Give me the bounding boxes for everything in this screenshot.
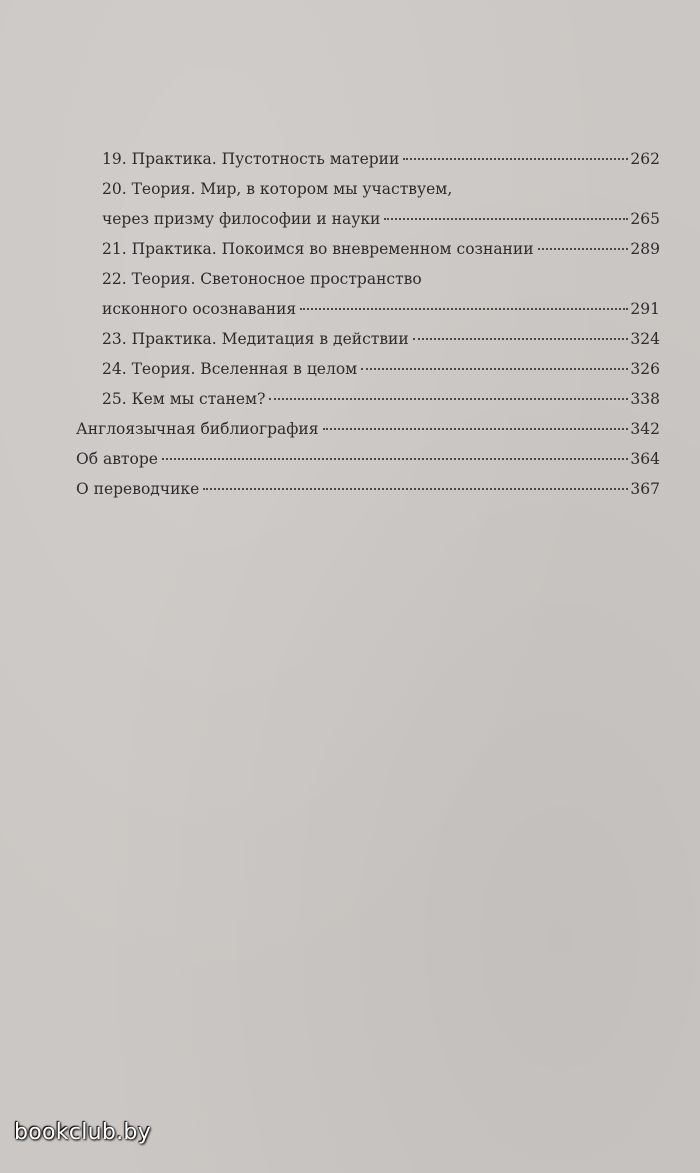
toc-entry-24 xyxy=(76,354,660,384)
toc-entry-19 xyxy=(76,144,660,174)
toc-entry-title: 23. Практика. Медитация в действии xyxy=(102,330,409,348)
toc-entry-page: 324 xyxy=(630,330,660,348)
watermark: bookclub.by xyxy=(14,1120,152,1145)
dot-leader xyxy=(269,398,628,400)
toc-entry-22-line1 xyxy=(76,264,660,294)
toc-entry-title: 21. Практика. Покоимся во вневременном сознании xyxy=(102,240,534,258)
toc-entry-title: 25. Кем мы станем? xyxy=(102,390,266,408)
toc-entry-about-translator xyxy=(76,474,660,504)
toc-entry-23 xyxy=(76,324,660,354)
toc-entry-page: 342 xyxy=(630,420,660,438)
dot-leader xyxy=(384,218,628,220)
toc-entry-page: 262 xyxy=(630,150,660,168)
toc-entry-title: Об авторе xyxy=(76,450,158,468)
toc-entry-title: через призму философии и науки xyxy=(102,210,381,228)
table-of-contents xyxy=(76,144,660,504)
toc-entry-page: 367 xyxy=(630,480,660,498)
toc-entry-title: О переводчике xyxy=(76,480,200,498)
dot-leader xyxy=(361,368,628,370)
toc-entry-20 xyxy=(76,204,660,234)
toc-entry-page: 265 xyxy=(630,210,660,228)
toc-entry-title: 19. Практика. Пустотность материи xyxy=(102,150,400,168)
toc-entry-25 xyxy=(76,384,660,414)
toc-entry-title-line1: 20. Теория. Мир, в котором мы участвуем, xyxy=(102,180,453,198)
toc-entry-about-author xyxy=(76,444,660,474)
dot-leader xyxy=(162,458,628,460)
toc-entry-title: исконного осознавания xyxy=(102,300,297,318)
dot-leader xyxy=(300,308,628,310)
toc-entry-page: 326 xyxy=(630,360,660,378)
toc-entry-page: 291 xyxy=(630,300,660,318)
toc-entry-20-line1 xyxy=(76,174,660,204)
toc-entry-title-line1: 22. Теория. Светоносное пространство xyxy=(102,270,422,288)
dot-leader xyxy=(413,338,629,340)
dot-leader xyxy=(203,488,628,490)
dot-leader xyxy=(403,158,628,160)
toc-entry-title: 24. Теория. Вселенная в целом xyxy=(102,360,358,378)
toc-entry-page: 364 xyxy=(630,450,660,468)
toc-entry-bibliography xyxy=(76,414,660,444)
dot-leader xyxy=(538,248,629,250)
toc-entry-21 xyxy=(76,234,660,264)
toc-entry-title: Англоязычная библиография xyxy=(76,420,319,438)
toc-entry-page: 289 xyxy=(630,240,660,258)
toc-entry-page: 338 xyxy=(630,390,660,408)
dot-leader xyxy=(323,428,629,430)
toc-entry-22 xyxy=(76,294,660,324)
